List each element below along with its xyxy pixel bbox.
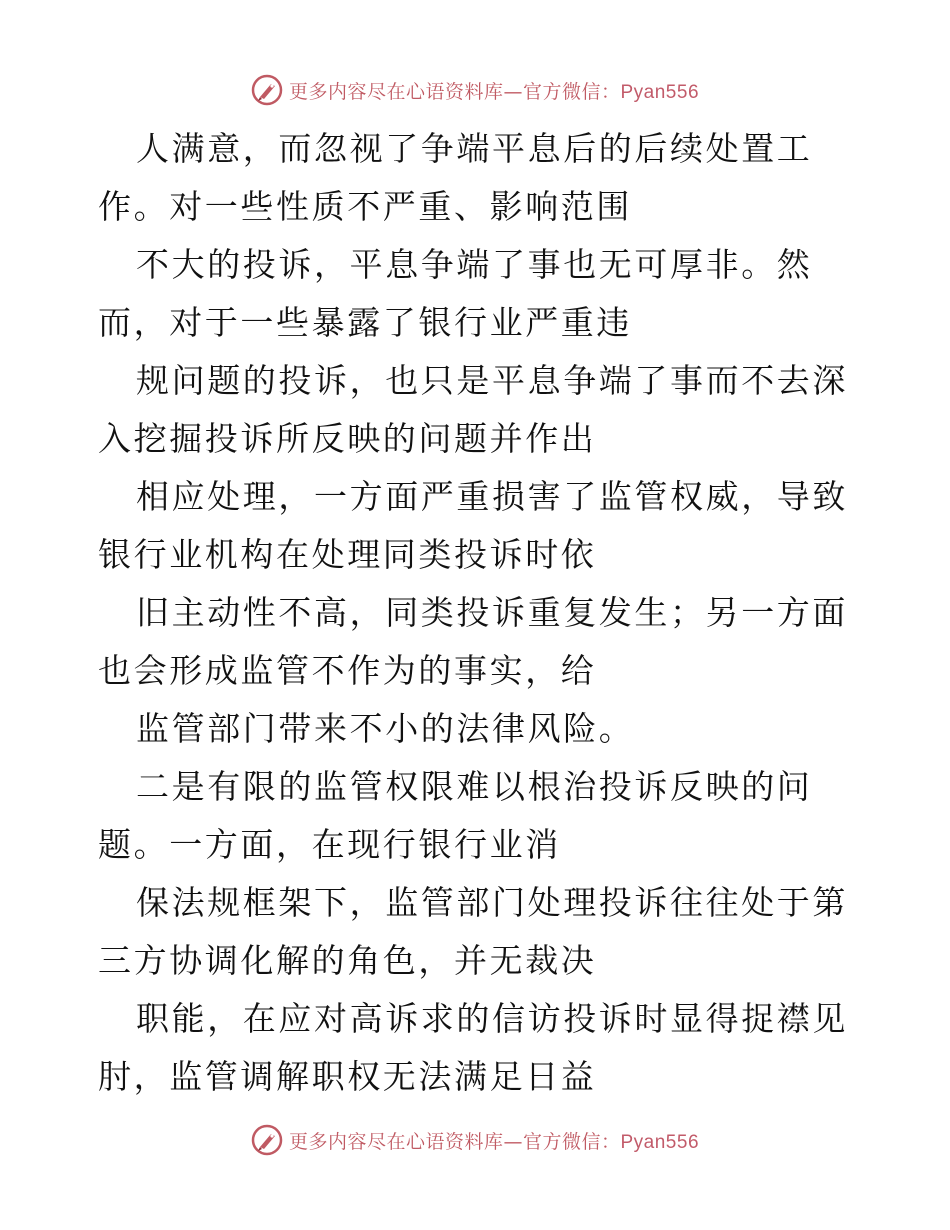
header-wechat-label: 官方微信： [522,80,621,103]
header-wechat-id: Pyan556 [620,81,700,103]
footer-banner-text [289,1127,699,1154]
paragraph: 旧主动性不高，同类投诉重复发生；另一方面也会形成监管不作为的事实，给 [98,593,848,690]
header-site-slogan: 更多内容尽在心语资料库 [288,80,504,103]
pen-nib-logo-icon [251,1124,283,1156]
footer-wechat-id: Pyan556 [620,1131,700,1153]
paragraph: 职能，在应对高诉求的信访投诉时显得捉襟见肘，监管调解职权无法满足日益 [98,999,848,1096]
footer-watermark-banner [0,1120,950,1160]
footer-site-slogan: 更多内容尽在心语资料库 [288,1130,504,1153]
header-separator: — [503,80,523,103]
header-watermark-banner [0,70,950,110]
footer-separator: — [503,1130,523,1153]
paragraph: 人满意，而忽视了争端平息后的后续处置工作。对一些性质不严重、影响范围 [98,129,813,226]
header-banner-text [289,77,699,104]
paragraph: 监管部门带来不小的法律风险。 [136,709,635,748]
pen-nib-logo-icon [251,74,283,106]
document-body [98,120,858,1106]
paragraph: 二是有限的监管权限难以根治投诉反映的问题。一方面，在现行银行业消 [98,767,813,864]
footer-wechat-label: 官方微信： [522,1130,621,1153]
paragraph: 不大的投诉，平息争端了事也无可厚非。然而，对于一些暴露了银行业严重违 [98,245,813,342]
paragraph: 保法规框架下，监管部门处理投诉往往处于第三方协调化解的角色，并无裁决 [98,883,848,980]
paragraph: 相应处理，一方面严重损害了监管权威，导致银行业机构在处理同类投诉时依 [98,477,848,574]
paragraph: 规问题的投诉，也只是平息争端了事而不去深入挖掘投诉所反映的问题并作出 [98,361,848,458]
